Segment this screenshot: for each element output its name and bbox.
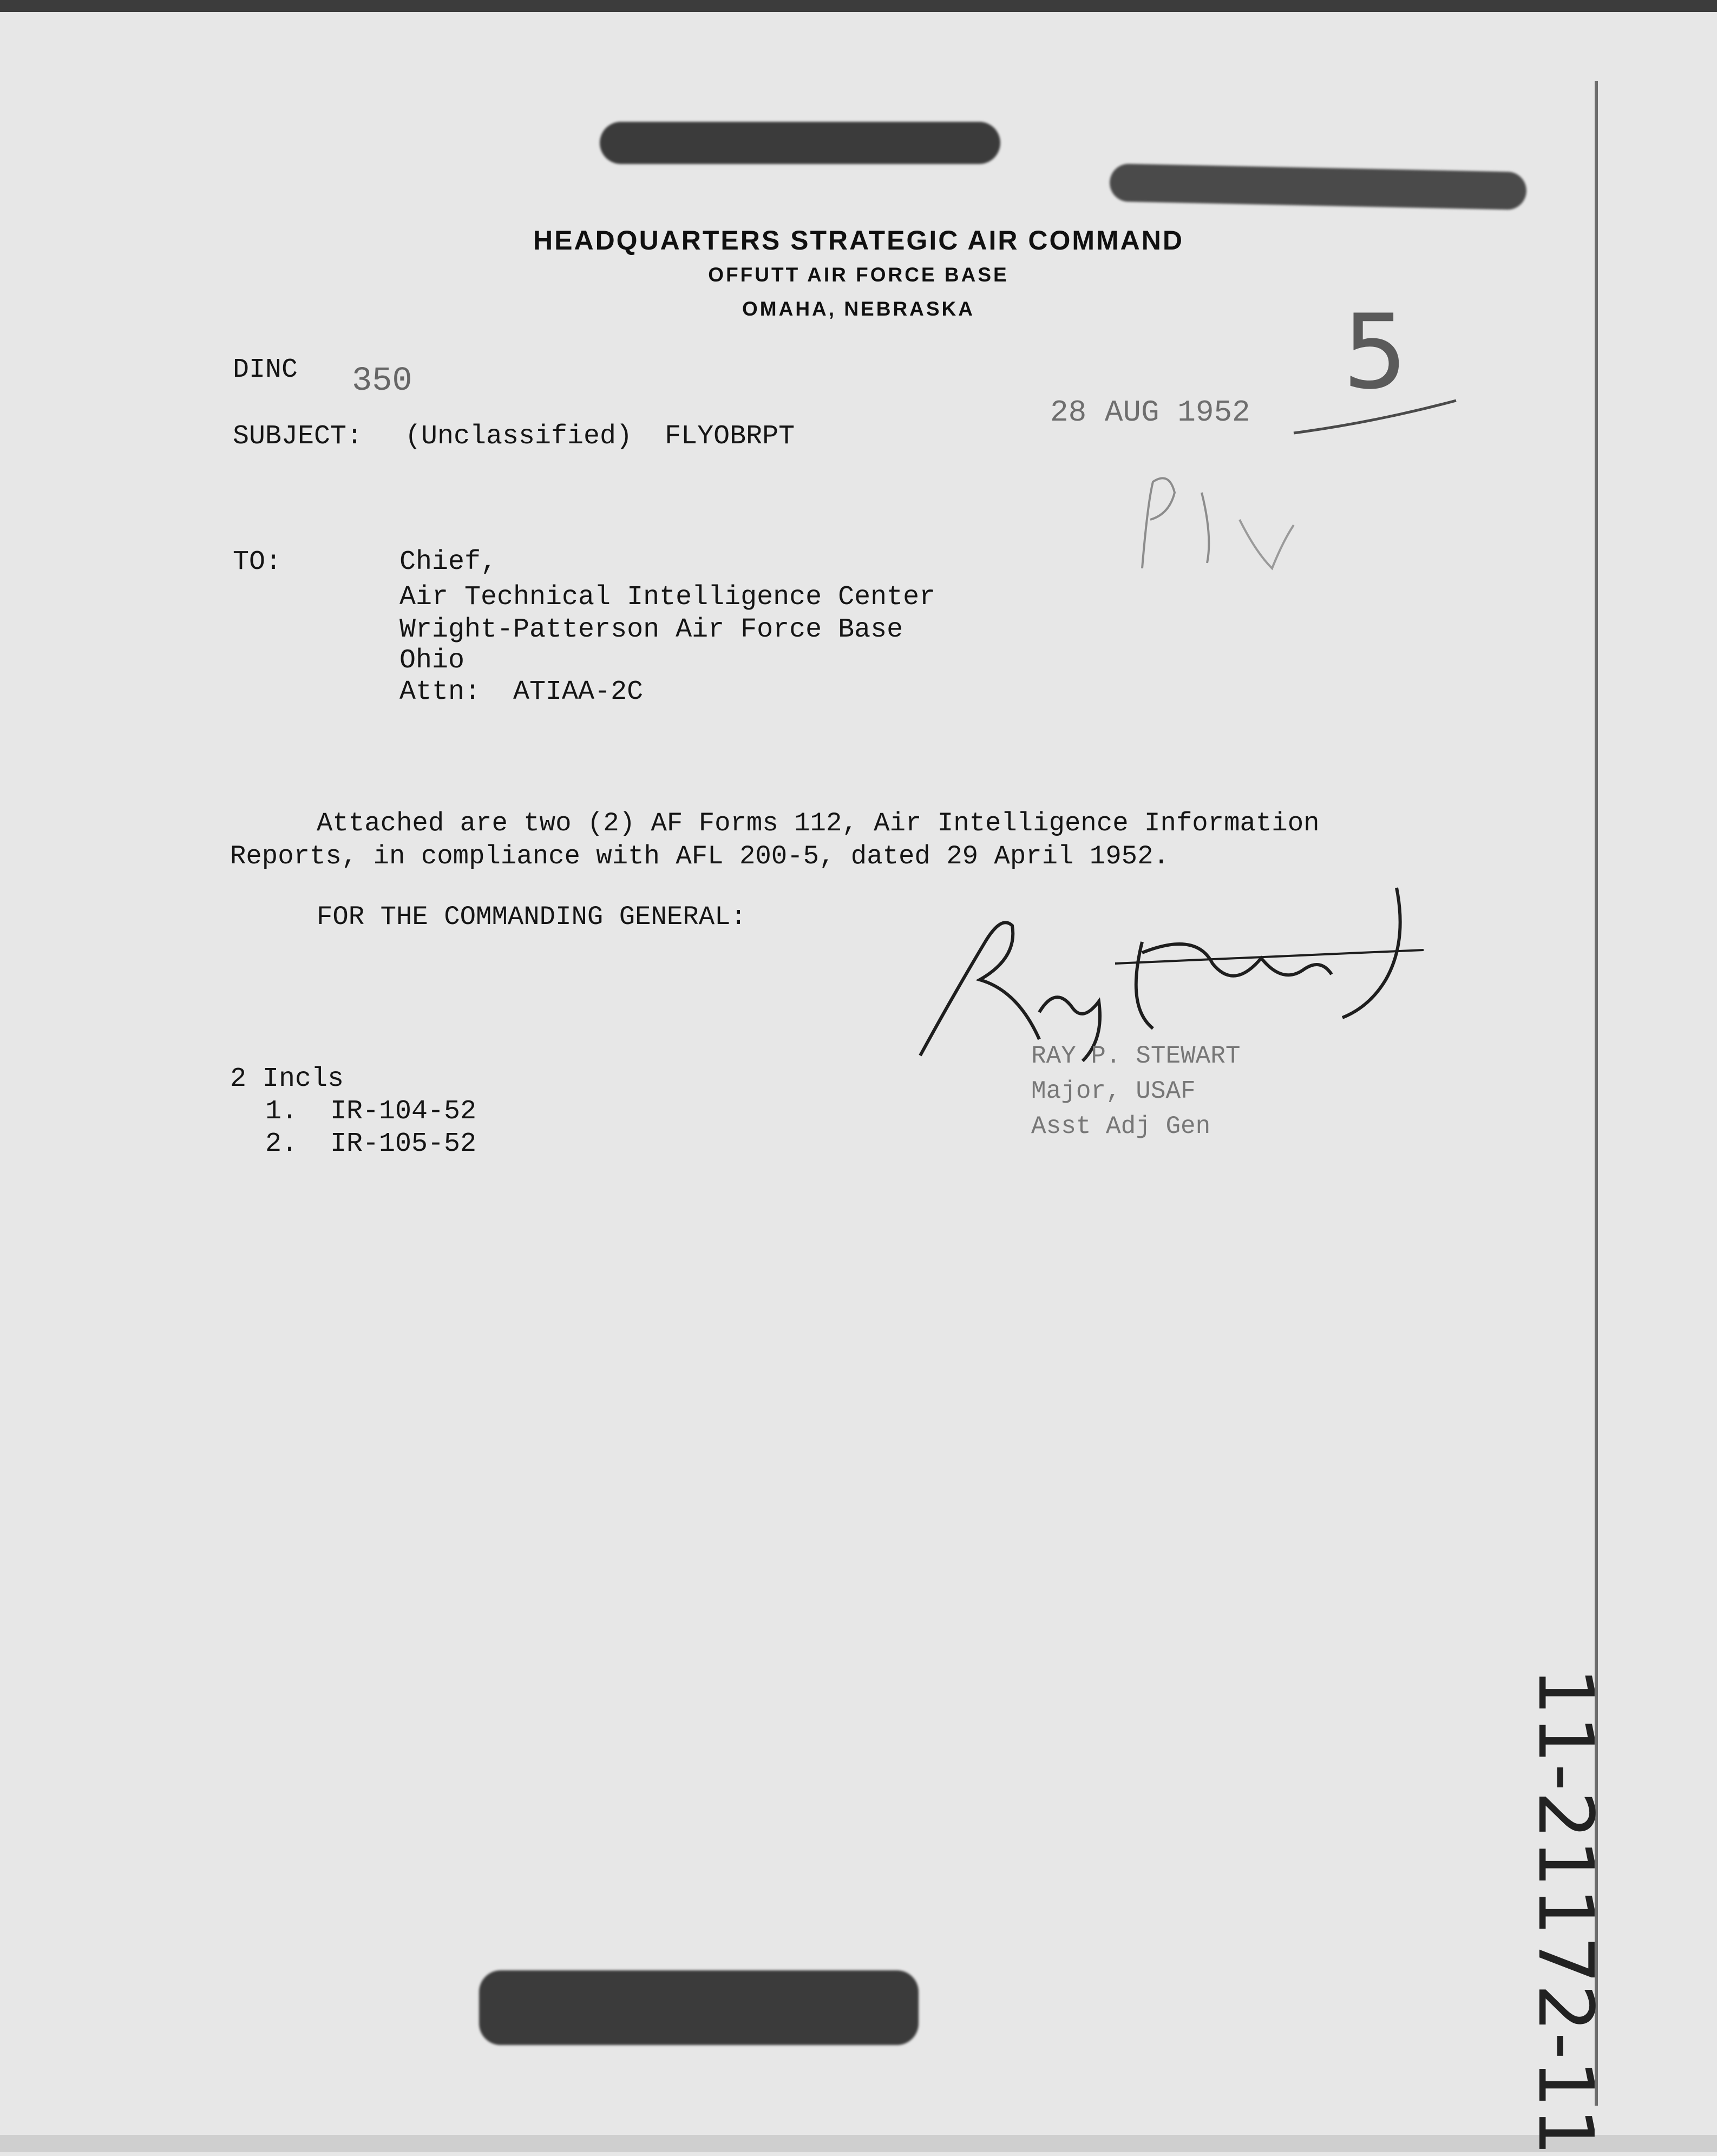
redaction-bottom [479,1970,919,2045]
handwritten-underline [1288,390,1462,438]
to-line-center: Air Technical Intelligence Center [399,582,936,613]
handwritten-initials [1131,460,1305,601]
scan-top-border [0,0,1717,12]
date-stamp: 28 AUG 1952 [1050,395,1250,430]
signature-title: Asst Adj Gen [1031,1112,1211,1141]
letterhead-location: OMAHA, NEBRASKA [742,298,975,320]
body-paragraph-line-2: Reports, in compliance with AFL 200-5, dated 29 April 1952. [230,841,1169,871]
file-code: DINC [233,355,298,385]
to-line-state: Ohio [399,645,465,676]
redaction-top-left [600,122,1000,164]
to-line-attn: Attn: ATIAA-2C [399,677,644,707]
to-label: TO: [233,547,282,578]
to-line-base: Wright-Patterson Air Force Base [399,614,903,645]
enclosures-heading: 2 Incls [230,1064,344,1095]
signature-rank: Major, USAF [1031,1077,1196,1105]
page-number-handwritten: 5 [1342,292,1408,412]
margin-file-number: 11-21172-11 [1521,1667,1609,2156]
redaction-top-right [1109,163,1526,210]
enclosure-item-1: 1. IR-104-52 [265,1096,477,1127]
scan-bottom-border [0,2135,1717,2152]
enclosure-item-2: 2. IR-105-52 [265,1129,477,1159]
subject-value: (Unclassified) FLYOBRPT [405,421,795,452]
subject-label: SUBJECT: [233,421,363,452]
signature-name: RAY P. STEWART [1031,1042,1241,1070]
letterhead-org: HEADQUARTERS STRATEGIC AIR COMMAND [533,225,1184,255]
file-number: 350 [352,362,412,400]
to-line-chief: Chief, [399,547,497,578]
letterhead-base: OFFUTT AIR FORCE BASE [708,264,1009,286]
body-paragraph-line-1: Attached are two (2) AF Forms 112, Air Intelligence Information [317,808,1320,838]
closing-line: FOR THE COMMANDING GENERAL: [317,902,746,932]
